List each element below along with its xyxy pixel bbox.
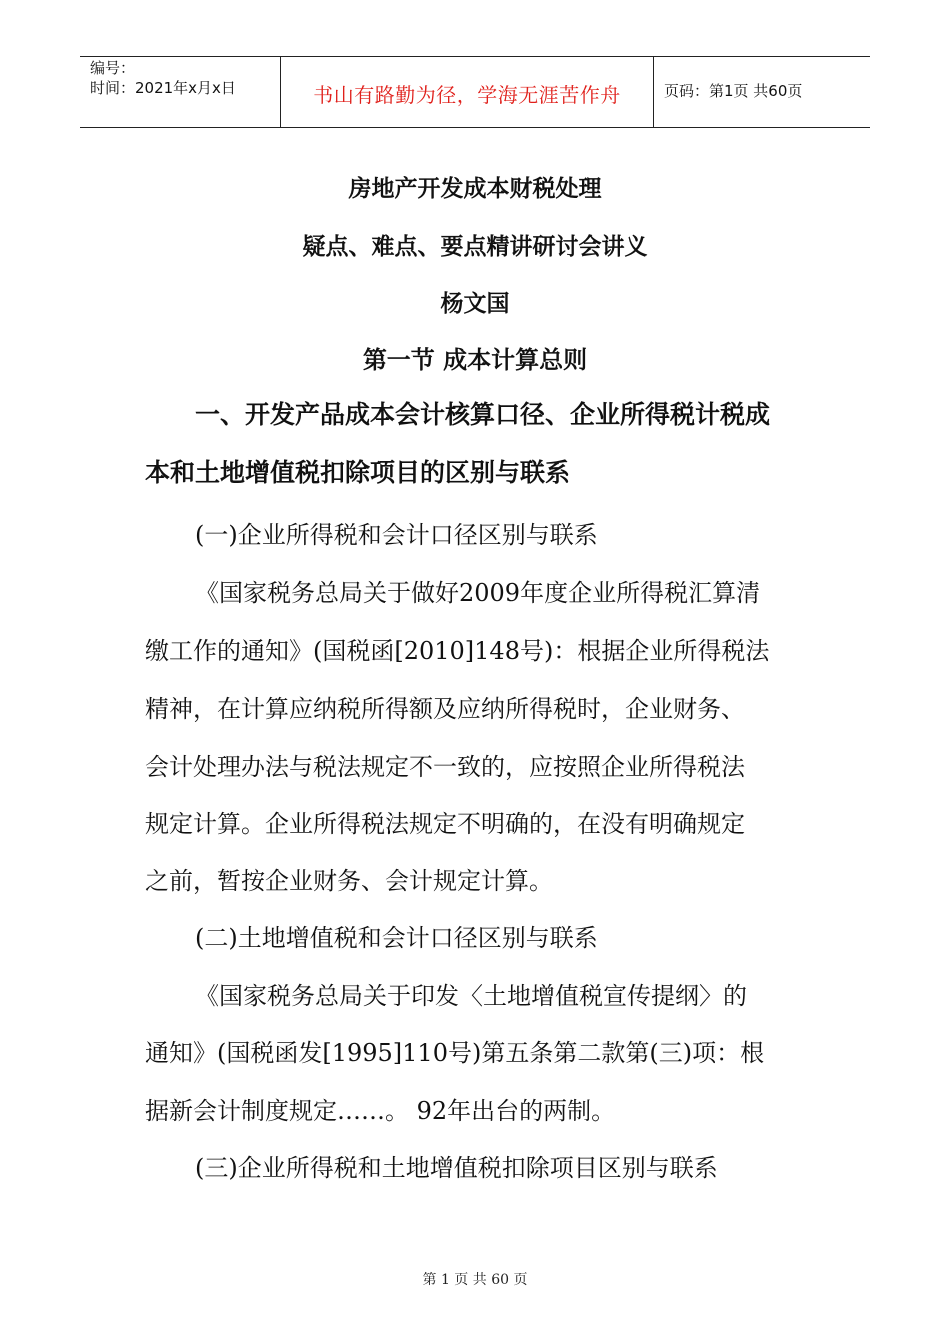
header-meta-cell bbox=[80, 57, 280, 127]
paragraph-1-line-2: 缴工作的通知》(国税函[2010]148号)：根据企业所得税法 bbox=[145, 637, 770, 665]
paragraph-1-line-6: 之前，暂按企业财务、会计规定计算。 bbox=[145, 867, 553, 895]
paragraph-2-line-1: 《国家税务总局关于印发〈土地增值税宣传提纲〉的 bbox=[195, 982, 747, 1010]
paragraph-1-line-3: 精神，在计算应纳税所得额及应纳所得税时，企业财务、 bbox=[145, 695, 745, 723]
section-title: 第一节 成本计算总则 bbox=[362, 346, 588, 374]
heading-one-line1: 一、开发产品成本会计核算口径、企业所得税计税成 bbox=[195, 400, 771, 429]
page-footer: 第 1 页 共 60 页 bbox=[422, 1272, 528, 1288]
paragraph-1-line-5: 规定计算。企业所得税法规定不明确的，在没有明确规定 bbox=[145, 810, 745, 838]
header-page-cell bbox=[654, 57, 870, 127]
page-info: 页码：第1页 共60页 bbox=[664, 82, 803, 100]
motto-text: 书山有路勤为径，学海无涯苦作舟 bbox=[313, 83, 621, 107]
number-label: 编号： bbox=[90, 59, 136, 77]
document-header bbox=[80, 56, 870, 128]
paragraph-1-line-1: 《国家税务总局关于做好2009年度企业所得税汇算清 bbox=[195, 579, 761, 607]
header-motto-cell bbox=[280, 57, 654, 127]
document-subtitle: 疑点、难点、要点精讲研讨会讲义 bbox=[302, 234, 648, 260]
subheading-1: (一)企业所得税和会计口径区别与联系 bbox=[195, 521, 598, 549]
author-name: 杨文国 bbox=[440, 291, 510, 317]
subheading-3: (三)企业所得税和土地增值税扣除项目区别与联系 bbox=[195, 1154, 718, 1182]
paragraph-2-line-2: 通知》(国税函发[1995]110号)第五条第二款第(三)项：根 bbox=[145, 1039, 765, 1067]
subheading-2: (二)土地增值税和会计口径区别与联系 bbox=[195, 924, 598, 952]
paragraph-2-line-3: 据新会计制度规定……。 92年出台的两制。 bbox=[145, 1097, 616, 1125]
paragraph-1-line-4: 会计处理办法与税法规定不一致的，应按照企业所得税法 bbox=[145, 753, 745, 781]
time-label: 时间：2021年x月x日 bbox=[90, 79, 236, 97]
document-title: 房地产开发成本财税处理 bbox=[348, 176, 602, 202]
heading-one bbox=[145, 386, 810, 502]
heading-one-line2: 本和土地增值税扣除项目的区别与联系 bbox=[145, 458, 571, 487]
